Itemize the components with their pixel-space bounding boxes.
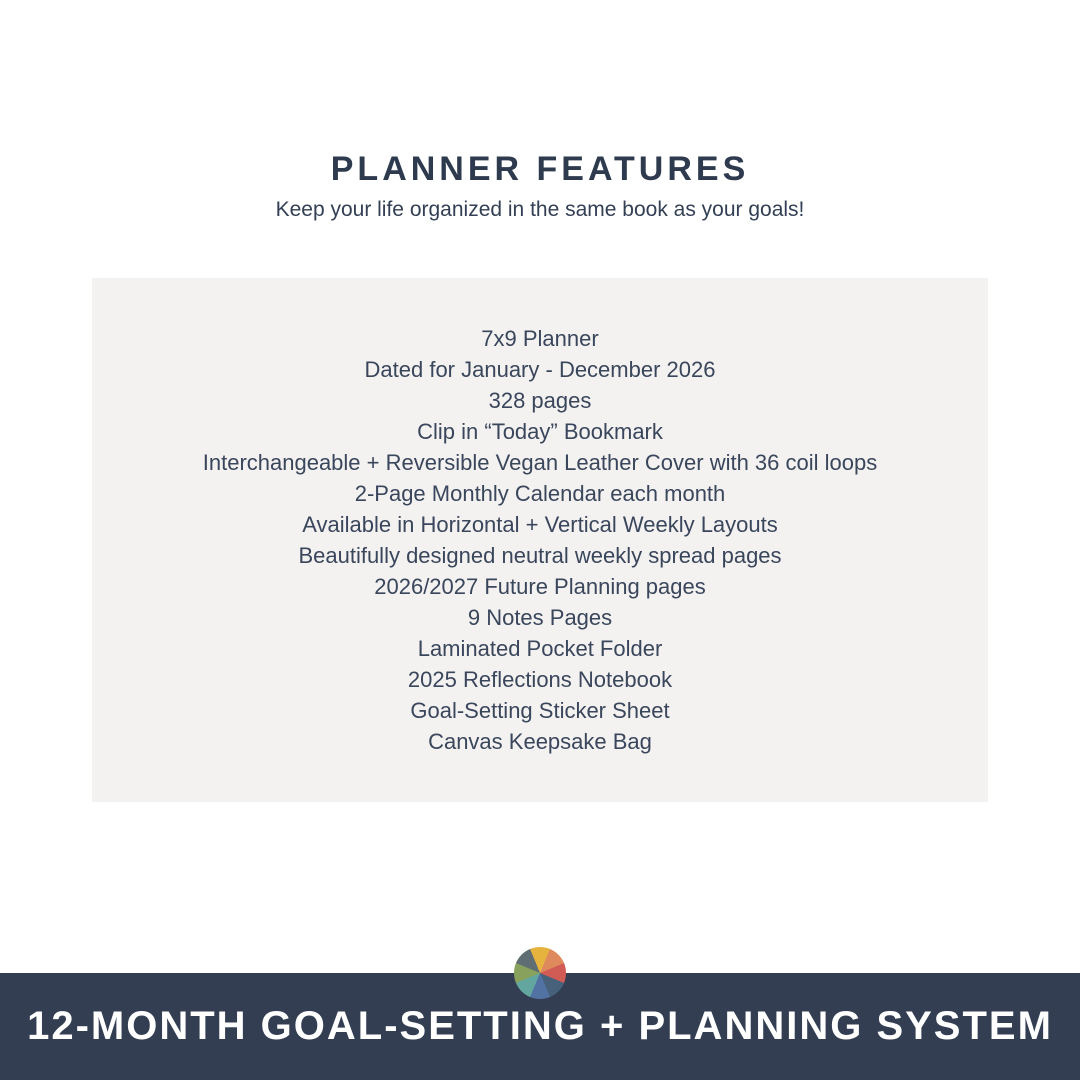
features-panel xyxy=(92,278,988,802)
feature-item: 328 pages xyxy=(488,388,592,413)
page-subtitle: Keep your life organized in the same book as your goals! xyxy=(275,198,805,221)
feature-item: Laminated Pocket Folder xyxy=(417,636,663,661)
feature-item: 2-Page Monthly Calendar each month xyxy=(354,481,726,506)
page-title: PLANNER FEATURES xyxy=(330,150,750,188)
feature-item: Interchangeable + Reversible Vegan Leather Cover with 36 coil loops xyxy=(202,450,878,475)
feature-item: Canvas Keepsake Bag xyxy=(428,729,652,754)
feature-item: 2026/2027 Future Planning pages xyxy=(374,574,706,599)
feature-item: Dated for January - December 2026 xyxy=(364,357,716,382)
color-wheel-logo-icon xyxy=(514,947,566,999)
feature-item: 2025 Reflections Notebook xyxy=(407,667,673,692)
feature-item: Goal-Setting Sticker Sheet xyxy=(410,698,670,723)
feature-item: Beautifully designed neutral weekly spread pages xyxy=(298,543,782,568)
footer-banner-text: 12-MONTH GOAL-SETTING + PLANNING SYSTEM xyxy=(27,1004,1053,1048)
feature-item: Clip in “Today” Bookmark xyxy=(417,419,663,444)
feature-item: 9 Notes Pages xyxy=(467,605,613,630)
feature-item: Available in Horizontal + Vertical Weekly Layouts xyxy=(302,512,778,537)
feature-item: 7x9 Planner xyxy=(481,326,599,351)
